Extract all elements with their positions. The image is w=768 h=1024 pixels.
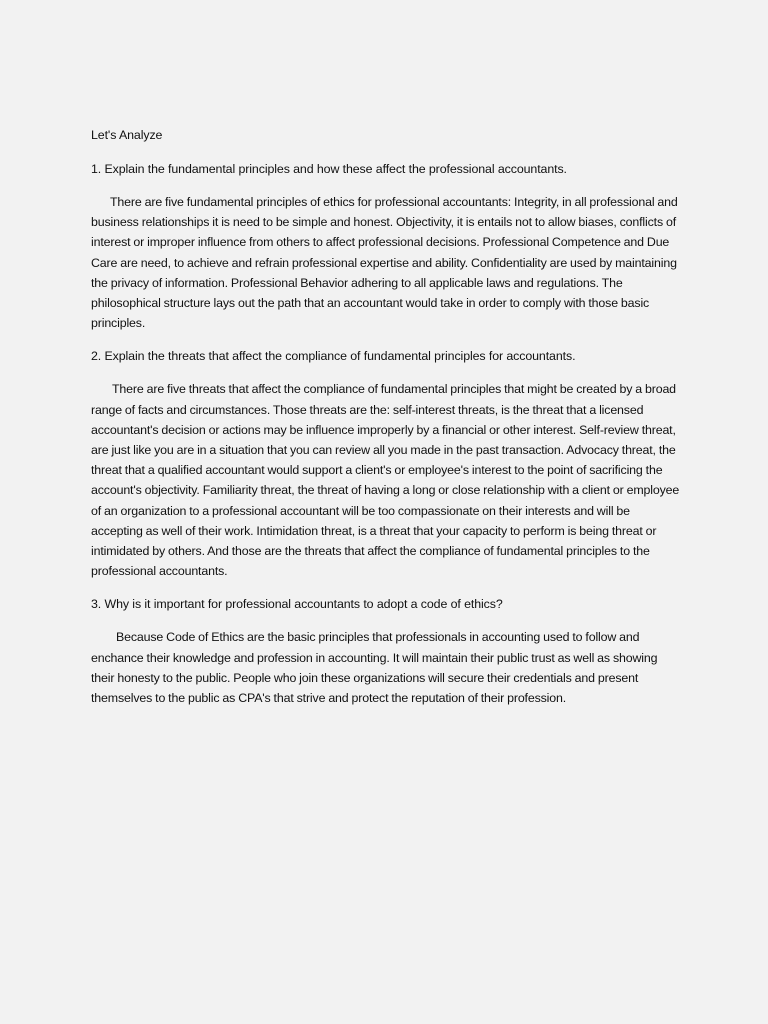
- question-3: 3. Why is it important for professional accountants to adopt a code of ethics?: [91, 597, 503, 612]
- answer-3: Because Code of Ethics are the basic principles that professionals in accounting used to follow and enchance their knowledge and profession in accounting. It will maintain their public trust as well as showing their honesty to the public. People who join these organizations will secure their credentials and present themselves to the public as CPA's that strive and protect the reputation of their profession.: [91, 630, 658, 706]
- document-heading: Let's Analyze: [91, 128, 163, 142]
- answer-1: There are five fundamental principles of ethics for professional accountants: Integrity, in all professional and business relationships it is need to be simple and honest. Objectivity, it is entails not to allow biases, conflicts of interest or improper influence from others to affect professional decisions. Professional Competence and Due Care are need, to achieve and refrain professional expertise and ability. Confidentiality are used by maintaining the privacy of information. Professional Behavior adhering to all applicable laws and regulations. The philosophical structure lays out the path that an accountant would take in order to comply with those basic principles.: [91, 195, 678, 331]
- question-1: 1. Explain the fundamental principles and how these affect the professional accountants.: [91, 162, 567, 176]
- question-2: 2. Explain the threats that affect the compliance of fundamental principles for accountants.: [91, 349, 576, 364]
- answer-2: There are five threats that affect the compliance of fundamental principles that might be created by a broad range of facts and circumstances. Those threats are the: self-interest threats, is the threat that a licensed accountant's decision or actions may be influence improperly by a financial or other interest. Self-review threat, are just like you are in a situation that you can review all you made in the past transaction. Advocacy threat, the threat that a qualified accountant would support a client's or employee's interest to the point of sacrificing the account's objectivity. Familiarity threat, the threat of having a long or close relationship with a client or employee of an organization to a professional accountant will be too compassionate on their interests and will be accepting as well of their work. Intimidation threat, is a threat that your capacity to perform is being threat or intimidated by others. And those are the threats that affect the compliance of fundamental principles to the professional accountants.: [91, 382, 680, 579]
